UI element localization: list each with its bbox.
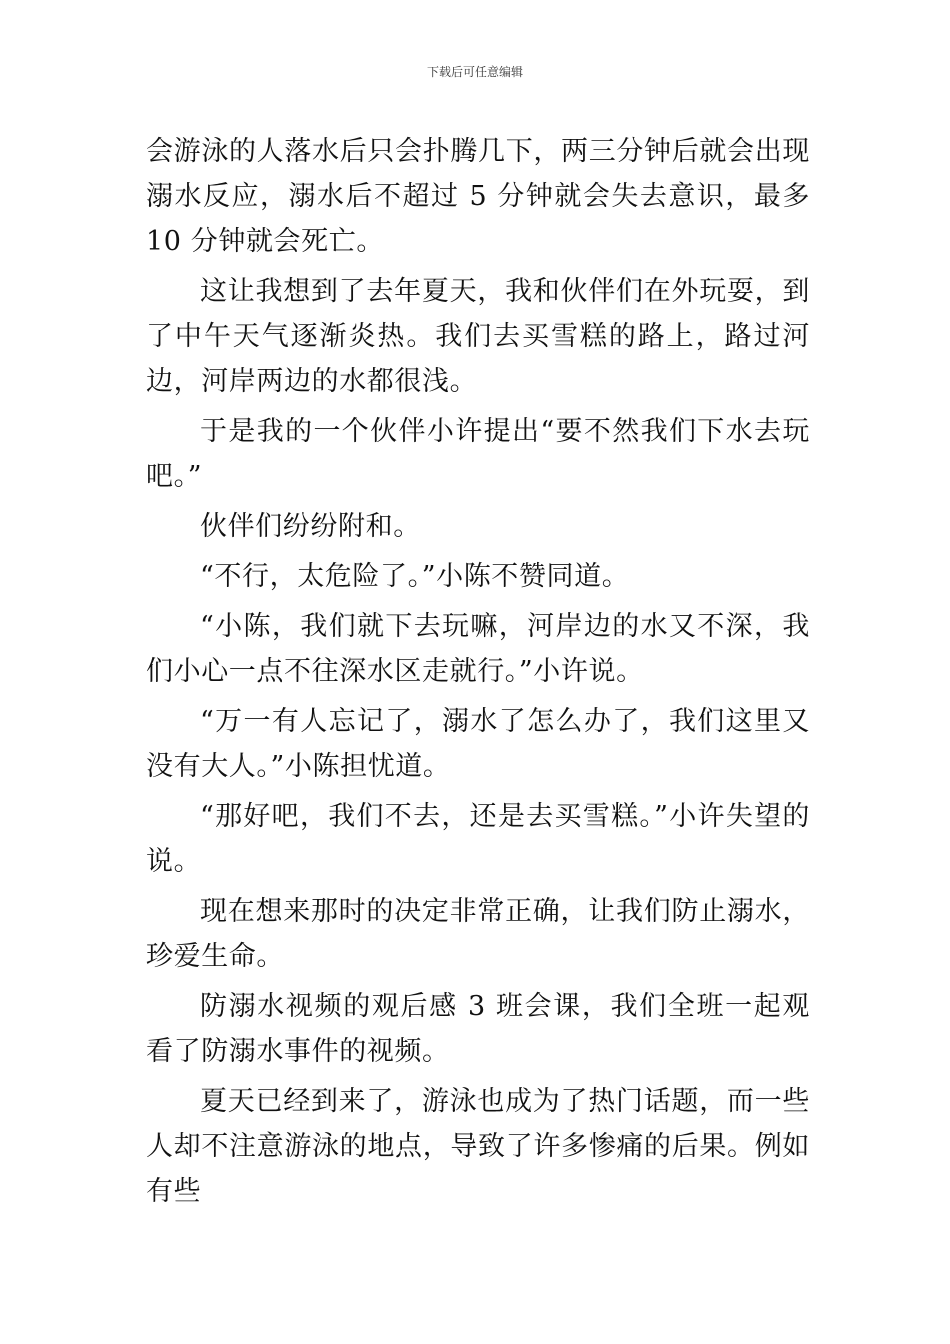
paragraph-8: “那好吧，我们不去，还是去买雪糕。”小许失望的说。: [146, 801, 810, 877]
paragraph-3: 于是我的一个伙伴小许提出“要不然我们下水去玩吧。”: [146, 416, 810, 492]
paragraph-7: “万一有人忘记了，溺水了怎么办了，我们这里又没有大人。”小陈担忧道。: [146, 706, 810, 782]
document-body: [146, 129, 810, 1219]
paragraph-6: “小陈，我们就下去玩嘛，河岸边的水又不深，我们小心一点不往深水区走就行。”小许说。: [146, 611, 810, 687]
paragraph-5: “不行，太危险了。”小陈不赞同道。: [200, 561, 630, 592]
paragraph-11: 夏天已经到来了，游泳也成为了热门话题，而一些人却不注意游泳的地点，导致了许多惨痛的后果。例如有些: [146, 1086, 810, 1207]
paragraph-1: 会游泳的人落水后只会扑腾几下，两三分钟后就会出现溺水反应，溺水后不超过 5 分钟就会失去意识，最多 10 分钟就会死亡。: [146, 136, 810, 257]
paragraph-4: 伙伴们纷纷附和。: [200, 511, 421, 542]
paragraph-10: 防溺水视频的观后感 3 班会课，我们全班一起观看了防溺水事件的视频。: [146, 991, 810, 1067]
paragraph-2: 这让我想到了去年夏天，我和伙伴们在外玩耍，到了中午天气逐渐炎热。我们去买雪糕的路上，路过河边，河岸两边的水都很浅。: [146, 276, 810, 397]
paragraph-9: 现在想来那时的决定非常正确，让我们防止溺水，珍爱生命。: [146, 896, 810, 972]
page-header: 下载后可任意编辑: [426, 65, 523, 79]
